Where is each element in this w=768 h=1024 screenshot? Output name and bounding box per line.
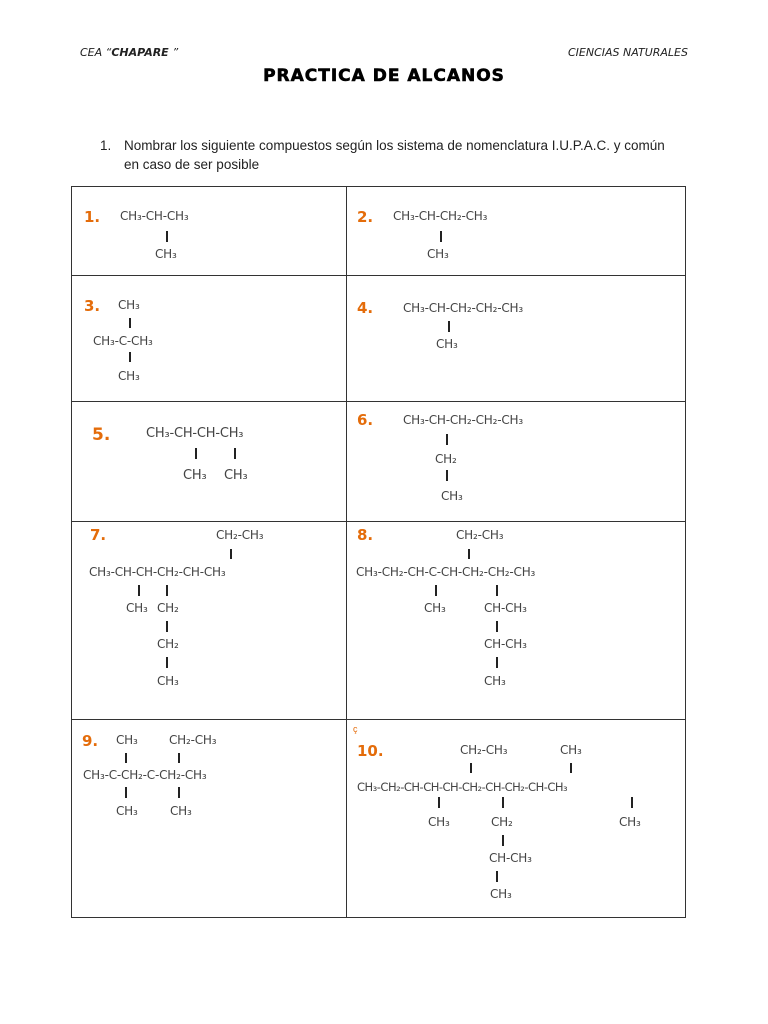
substituent: CH₃ bbox=[424, 601, 446, 615]
compound-label: 2. bbox=[357, 208, 374, 226]
substituent: CH₃ bbox=[436, 337, 458, 351]
bond-line bbox=[178, 787, 180, 798]
main-chain: CH₃-CH-CH₃ bbox=[120, 209, 189, 223]
substituent: CH-CH₃ bbox=[484, 601, 527, 615]
substituent: CH₃ bbox=[490, 887, 512, 901]
substituent: CH₃ bbox=[155, 247, 177, 261]
compound-label: 10. bbox=[357, 742, 384, 760]
main-chain: CH₃-CH-CH₂-CH₃ bbox=[393, 209, 488, 223]
stray-mark: ç bbox=[353, 724, 358, 734]
substituent: CH₃ bbox=[224, 468, 248, 483]
bond-line bbox=[440, 231, 442, 242]
bond-line bbox=[570, 763, 572, 773]
substituent: CH₃ bbox=[619, 815, 641, 829]
substituent: CH₃ bbox=[183, 468, 207, 483]
instruction-number: 1. bbox=[100, 138, 112, 153]
substituent: CH₃ bbox=[428, 815, 450, 829]
row-divider bbox=[72, 719, 685, 720]
bond-line bbox=[129, 352, 131, 362]
bond-line bbox=[234, 448, 236, 459]
substituent: CH₂-CH₃ bbox=[169, 733, 217, 747]
main-chain: CH₃-CH-CH-CH₂-CH-CH₃ bbox=[89, 565, 226, 579]
substituent: CH₃ bbox=[560, 743, 582, 757]
bond-line bbox=[438, 797, 440, 808]
substituent: CH₂ bbox=[435, 452, 457, 466]
bond-line bbox=[435, 585, 437, 596]
substituent: CH₂-CH₃ bbox=[216, 528, 264, 542]
bond-line bbox=[496, 871, 498, 882]
main-chain: CH₃-CH₂-CH-C-CH-CH₂-CH₂-CH₃ bbox=[356, 565, 536, 579]
substituent: CH-CH₃ bbox=[484, 637, 527, 651]
bond-line bbox=[468, 549, 470, 559]
bond-line bbox=[502, 835, 504, 846]
main-chain: CH₃-CH-CH₂-CH₂-CH₃ bbox=[403, 301, 523, 315]
compound-label: 5. bbox=[92, 425, 111, 445]
bond-line bbox=[446, 434, 448, 445]
main-chain: CH₃-CH-CH-CH₃ bbox=[146, 426, 244, 441]
bond-line bbox=[178, 753, 180, 763]
bond-line bbox=[166, 585, 168, 596]
bond-line bbox=[138, 585, 140, 596]
instruction bbox=[100, 136, 700, 174]
compound-label: 6. bbox=[357, 411, 374, 429]
column-divider bbox=[346, 187, 347, 917]
page-title: PRACTICA DE ALCANOS bbox=[263, 66, 505, 86]
bond-line bbox=[195, 448, 197, 459]
bond-line bbox=[129, 318, 131, 328]
bond-line bbox=[470, 763, 472, 773]
row-divider bbox=[72, 521, 685, 522]
bond-line bbox=[166, 231, 168, 242]
compound-label: 1. bbox=[84, 208, 101, 226]
compound-label: 3. bbox=[84, 297, 101, 315]
substituent: CH₃ bbox=[116, 733, 138, 747]
compounds-table bbox=[71, 186, 686, 918]
header-left: CEA “CHAPARE ” bbox=[80, 46, 179, 59]
substituent: CH₂ bbox=[157, 637, 179, 651]
substituent: CH₃ bbox=[126, 601, 148, 615]
bond-line bbox=[496, 621, 498, 632]
substituent: CH₃ bbox=[118, 369, 140, 383]
row-divider bbox=[72, 275, 685, 276]
compound-label: 7. bbox=[90, 526, 107, 544]
substituent: CH-CH₃ bbox=[489, 851, 532, 865]
header-right: CIENCIAS NATURALES bbox=[568, 46, 688, 59]
bond-line bbox=[166, 621, 168, 632]
substituent: CH₃ bbox=[170, 804, 192, 818]
substituent: CH₃ bbox=[157, 674, 179, 688]
row-divider bbox=[72, 401, 685, 402]
substituent: CH₂-CH₃ bbox=[460, 743, 508, 757]
compound-label: 8. bbox=[357, 526, 374, 544]
substituent: CH₃ bbox=[116, 804, 138, 818]
substituent: CH₃ bbox=[484, 674, 506, 688]
substituent: CH₂ bbox=[157, 601, 179, 615]
substituent: CH₂-CH₃ bbox=[456, 528, 504, 542]
main-chain: CH₃-CH-CH₂-CH₂-CH₃ bbox=[403, 413, 523, 427]
substituent: CH₂ bbox=[491, 815, 513, 829]
main-chain: CH₃-C-CH₂-C-CH₂-CH₃ bbox=[83, 768, 207, 782]
substituent: CH₃ bbox=[441, 489, 463, 503]
instruction-line-1: Nombrar los siguiente compuestos según los sistema de nomenclatura I.U.P.A.C. y común bbox=[124, 138, 665, 153]
main-chain: CH₃-C-CH₃ bbox=[93, 334, 153, 348]
compound-label: 9. bbox=[82, 732, 99, 750]
bond-line bbox=[502, 797, 504, 808]
substituent: CH₃ bbox=[427, 247, 449, 261]
bond-line bbox=[631, 797, 633, 808]
bond-line bbox=[448, 321, 450, 332]
instruction-line-2: en caso de ser posible bbox=[124, 157, 260, 172]
bond-line bbox=[230, 549, 232, 559]
bond-line bbox=[125, 753, 127, 763]
bond-line bbox=[125, 787, 127, 798]
bond-line bbox=[496, 585, 498, 596]
bond-line bbox=[446, 470, 448, 481]
compound-label: 4. bbox=[357, 299, 374, 317]
bond-line bbox=[166, 657, 168, 668]
substituent: CH₃ bbox=[118, 298, 140, 312]
main-chain: CH₃-CH₂-CH-CH-CH-CH₂-CH-CH₂-CH-CH₃ bbox=[357, 780, 568, 794]
bond-line bbox=[496, 657, 498, 668]
